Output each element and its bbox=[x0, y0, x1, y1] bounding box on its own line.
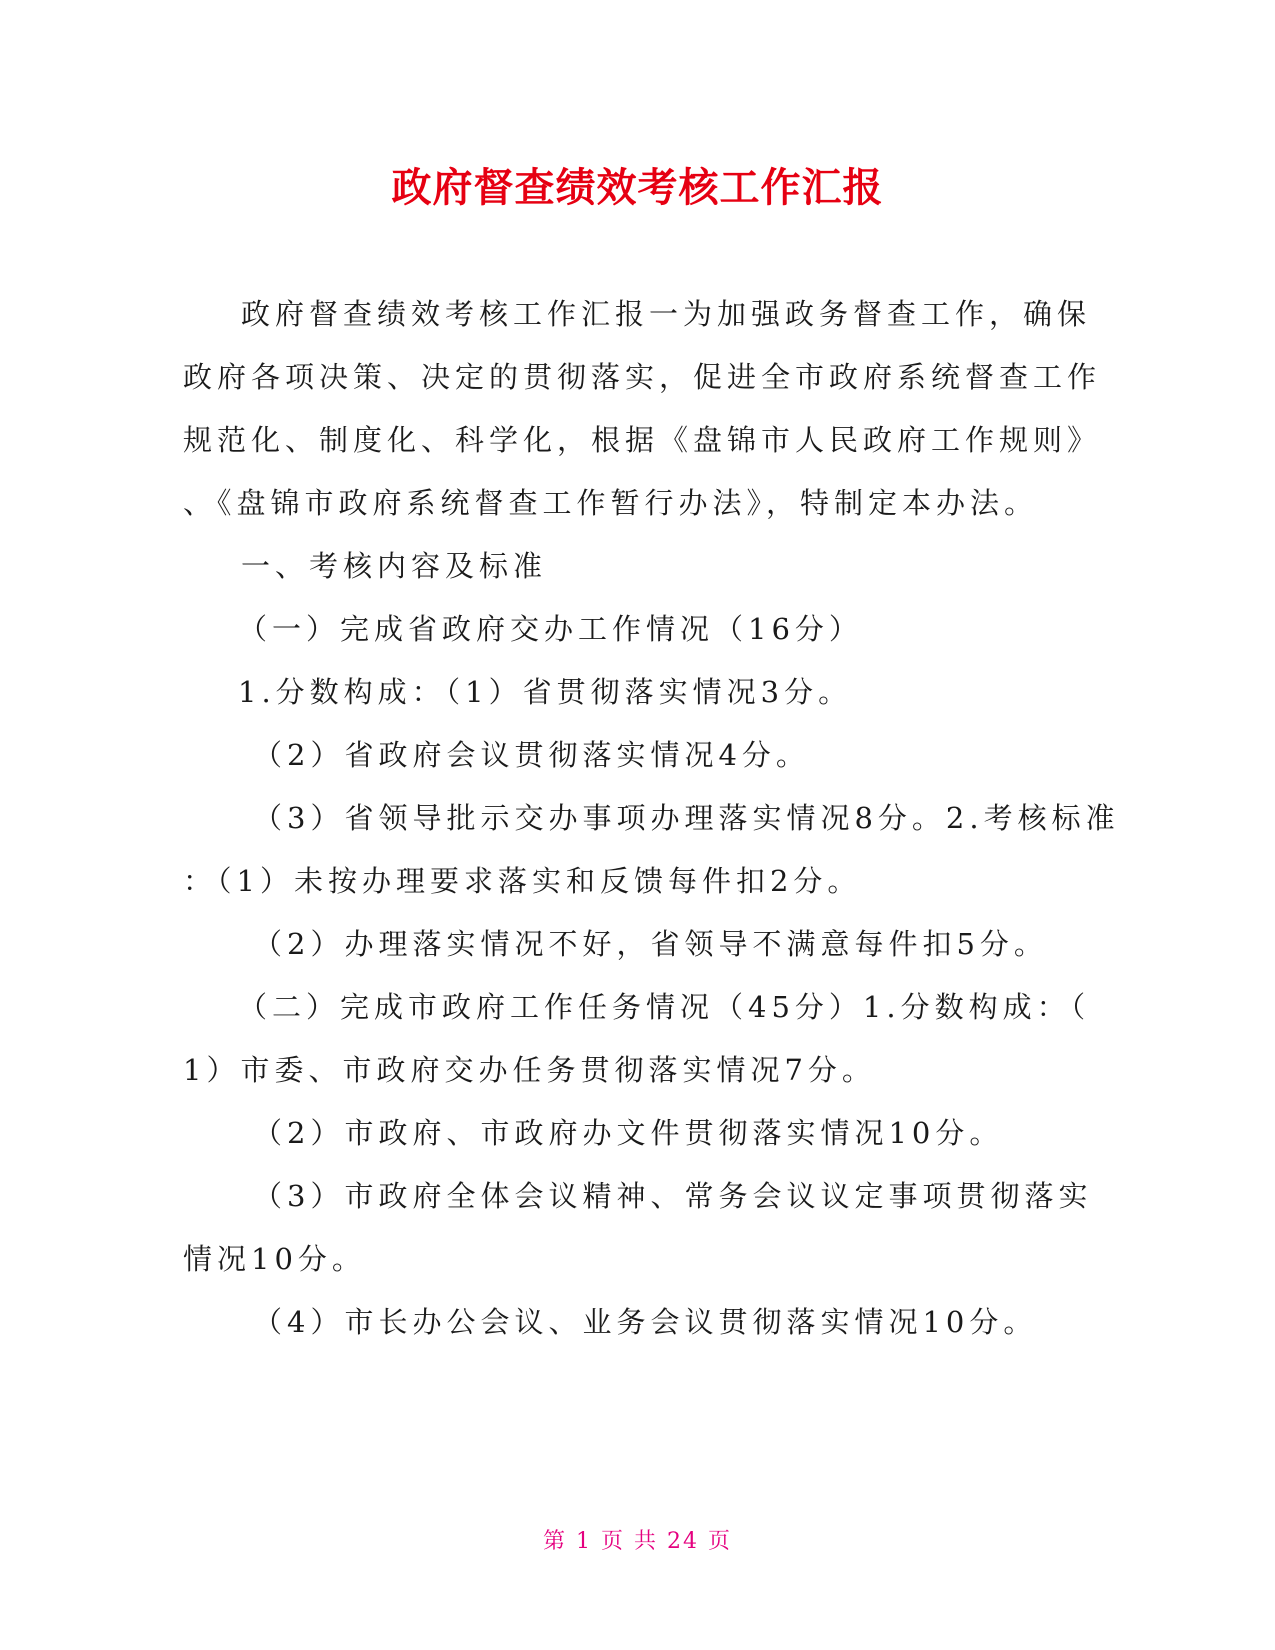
document-body bbox=[183, 283, 1120, 1354]
paragraph-line: 政府各项决策、决定的贯彻落实，促进全市政府系统督查工作 bbox=[183, 360, 1102, 394]
paragraph-line: （3）市政府全体会议精神、常务会议议定事项贯彻落实 bbox=[253, 1179, 1093, 1213]
paragraph-line: ：（1）未按办理要求落实和反馈每件扣2分。 bbox=[183, 864, 862, 898]
subsection-heading: （二）完成市政府工作任务情况（45分）1.分数构成：（ bbox=[238, 990, 1091, 1024]
section-heading: 一、考核内容及标准 bbox=[241, 549, 548, 583]
document-title: 政府督查绩效考核工作汇报 bbox=[391, 165, 884, 211]
paragraph-line: 情况10分。 bbox=[183, 1242, 366, 1276]
paragraph-line: 、《盘锦市政府系统督查工作暂行办法》，特制定本办法。 bbox=[183, 486, 1039, 520]
paragraph-line: 规范化、制度化、科学化，根据《盘锦市人民政府工作规则》 bbox=[183, 423, 1102, 457]
paragraph-line: （4）市长办公会议、业务会议贯彻落实情况10分。 bbox=[253, 1305, 1038, 1339]
paragraph-line: （2）办理落实情况不好，省领导不满意每件扣5分。 bbox=[253, 927, 1048, 961]
paragraph-line: （2）省政府会议贯彻落实情况4分。 bbox=[253, 738, 810, 772]
paragraph-line: 1）市委、市政府交办任务贯彻落实情况7分。 bbox=[183, 1053, 876, 1087]
paragraph-line: （3）省领导批示交办事项办理落实情况8分。2.考核标准 bbox=[253, 801, 1120, 835]
subsection-heading: （一）完成省政府交办工作情况（16分） bbox=[238, 612, 863, 646]
paragraph-line: 1.分数构成：（1）省贯彻落实情况3分。 bbox=[238, 675, 853, 709]
paragraph-line: 政府督查绩效考核工作汇报一为加强政务督查工作，确保 bbox=[241, 297, 1092, 331]
paragraph-line: （2）市政府、市政府办文件贯彻落实情况10分。 bbox=[253, 1116, 1004, 1150]
page-footer: 第 1 页 共 24 页 bbox=[543, 1529, 732, 1554]
